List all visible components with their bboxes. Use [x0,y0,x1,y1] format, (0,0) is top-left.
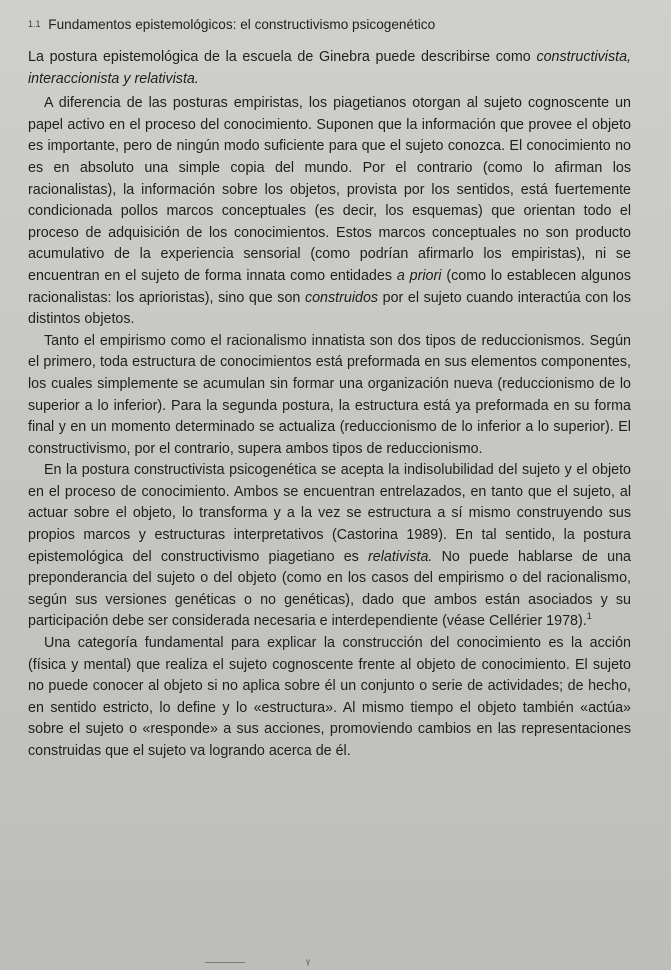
lead-paragraph [28,47,631,90]
lead-text: La postura epistemológica de la escuela de Ginebra puede describirse como [28,49,531,65]
p3-italic-a: relativista. [368,548,433,565]
lead-italic-text: constructivista, interaccionista y relativista. [28,49,631,87]
p4-text: Una categoría fundamental para explicar la construcción del conocimiento es la acción (física y mental) que realiza el sujeto cognoscente frente al objeto de conocimiento. El sujeto no puede conocer al objeto si no aplica sobre él un conjunto o serie de actividades; de hecho, en sentido estricto, lo define y lo «estructura». Al mismo tiempo el objeto también «actúa» sobre el sujeto o «responde» a sus acciones, promoviendo cambios en las representaciones construidas que el sujeto va logrando acerca de él. [28,635,631,759]
footnote-marker[interactable]: 1 [586,611,592,622]
p1-italic-a: a priori [396,267,442,284]
page-bottom-mark: ᵞ [306,956,310,970]
paragraph-2 [28,331,631,461]
paragraph-3 [28,460,631,633]
p1-text-c: por el sujeto cuando interactúa con los distintos objetos. [28,289,631,328]
p2-text: Tanto el empirismo como el racionalismo innatista son dos tipos de reduccionismos. Según el primero, toda estructura de conocimientos está preformada en sus elementos componentes, los cuales simplemente se acumulan sin formar una organización nueva (reduccionismo de lo superior a lo inferior). Para la segunda postura, la estructura está ya preformada en su forma final y en un momento determinado se actualiza (reduccionismo de lo inferior a lo superior). El constructivismo, por el contrario, supera ambos tipos de reduccionismo. [28,332,631,457]
p1-italic-b: construidos [304,289,379,306]
paragraph-4 [28,633,631,763]
section-heading [28,14,631,35]
footnote-separator [205,962,245,963]
p3-text-b: No puede hablarse de una preponderancia del sujeto o del objeto (como en los casos del empirismo o del racionalismo, según sus versiones genéticas o no genéticas), dado que ambos están asociados y su participación debe ser considerada necesaria e interdependiente (véase Cellérier 1978). [28,548,631,630]
p1-text-b: (como lo establecen algunos racionalistas: los aprioristas), sino que son [28,267,631,306]
p1-text-a: A diferencia de las posturas empiristas, los piagetianos otorgan al sujeto cognoscente un papel activo en el proceso del conocimiento. Suponen que la información que provee el objeto es importante, pero de ningún modo suficiente para que el sujeto conozca. El conocimiento no es en absoluto una simple copia del mundo. Por el contrario (como lo afirman los racionalistas), la información sobre los objetos, provista por los sentidos, está fuertemente condicionada pollos marcos conceptuales (es decir, los esquemas) que orientan todo el proceso de adquisición de los conocimientos. Estos marcos conceptuales no son producto acumulativo de la experiencia sensorial (como podrían afirmarlo los empiristas), ni se encuentran en el sujeto de forma innata como entidades [28,95,631,284]
section-title: Fundamentos epistemológicos: el constructivismo psicogenético [48,17,436,32]
p3-text-a: En la postura constructivista psicogenética se acepta la indisolubilidad del sujeto y el objeto en el proceso de conocimiento. Ambos se encuentran entrelazados, en tanto que el sujeto, al actuar sobre el objeto, lo transforma y a la vez se estructura a sí mismo construyendo sus propios marcos y estructuras interpretativos (Castorina 1989). En tal sentido, la postura epistemológica del constructivismo piagetiano es [28,462,631,565]
section-number: 1.1 [28,19,41,29]
paragraph-1 [28,93,631,331]
